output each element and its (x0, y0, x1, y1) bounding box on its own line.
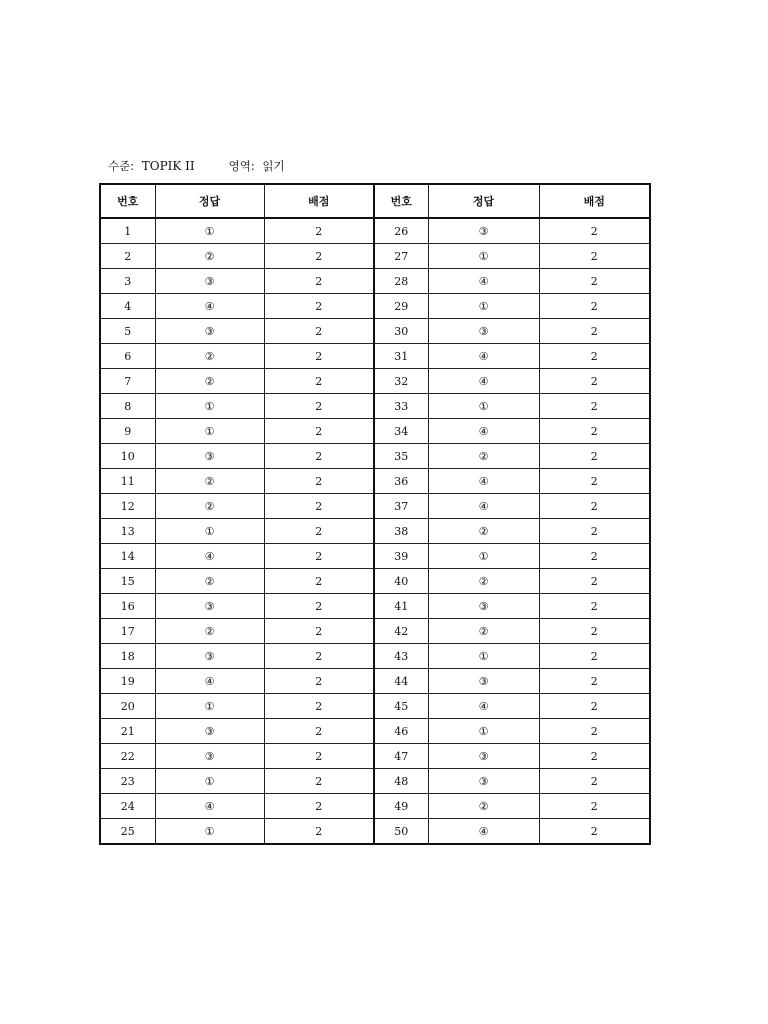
points-cell: 2 (539, 269, 650, 294)
points-cell: 2 (539, 294, 650, 319)
points-cell: 2 (264, 269, 374, 294)
answer-cell: ③ (428, 218, 539, 244)
question-number: 13 (100, 519, 155, 544)
table-body (100, 218, 650, 844)
answer-cell: ② (155, 494, 264, 519)
answer-cell: ② (155, 469, 264, 494)
column-header-answer: 정답 (428, 184, 539, 218)
answer-cell: ③ (428, 594, 539, 619)
table-row (100, 769, 650, 794)
table-row (100, 694, 650, 719)
question-number: 12 (100, 494, 155, 519)
question-number: 50 (374, 819, 428, 845)
points-cell: 2 (539, 218, 650, 244)
question-number: 20 (100, 694, 155, 719)
question-number: 30 (374, 319, 428, 344)
answer-cell: ② (155, 569, 264, 594)
question-number: 5 (100, 319, 155, 344)
question-number: 15 (100, 569, 155, 594)
table-row (100, 269, 650, 294)
points-cell: 2 (264, 419, 374, 444)
table-row (100, 344, 650, 369)
question-number: 2 (100, 244, 155, 269)
question-number: 3 (100, 269, 155, 294)
table-row (100, 544, 650, 569)
table-row (100, 594, 650, 619)
answer-cell: ② (155, 619, 264, 644)
column-header-points: 배점 (264, 184, 374, 218)
question-number: 4 (100, 294, 155, 319)
table-row (100, 669, 650, 694)
points-cell: 2 (539, 319, 650, 344)
points-cell: 2 (264, 444, 374, 469)
table-row (100, 244, 650, 269)
column-header-points: 배점 (539, 184, 650, 218)
points-cell: 2 (264, 519, 374, 544)
answer-cell: ① (428, 244, 539, 269)
points-cell: 2 (539, 594, 650, 619)
document-header (108, 158, 285, 174)
table-row (100, 494, 650, 519)
points-cell: 2 (539, 544, 650, 569)
column-header-answer: 정답 (155, 184, 264, 218)
question-number: 37 (374, 494, 428, 519)
answer-cell: ④ (428, 819, 539, 845)
points-cell: 2 (539, 694, 650, 719)
table-row (100, 619, 650, 644)
points-cell: 2 (264, 644, 374, 669)
answer-cell: ④ (428, 469, 539, 494)
question-number: 45 (374, 694, 428, 719)
answer-cell: ② (428, 569, 539, 594)
table-header-row (100, 184, 650, 218)
question-number: 33 (374, 394, 428, 419)
points-cell: 2 (264, 744, 374, 769)
area-value: 읽기 (262, 159, 285, 173)
points-cell: 2 (539, 619, 650, 644)
answer-cell: ④ (428, 419, 539, 444)
level-line (108, 158, 195, 174)
question-number: 14 (100, 544, 155, 569)
question-number: 27 (374, 244, 428, 269)
points-cell: 2 (539, 394, 650, 419)
question-number: 44 (374, 669, 428, 694)
points-cell: 2 (539, 644, 650, 669)
table-row (100, 469, 650, 494)
table-row (100, 419, 650, 444)
question-number: 7 (100, 369, 155, 394)
answer-cell: ④ (155, 794, 264, 819)
question-number: 36 (374, 469, 428, 494)
table-row (100, 218, 650, 244)
question-number: 18 (100, 644, 155, 669)
table-row (100, 569, 650, 594)
area-line (229, 158, 285, 174)
answer-cell: ② (428, 794, 539, 819)
answer-cell: ③ (428, 744, 539, 769)
question-number: 35 (374, 444, 428, 469)
table-row (100, 294, 650, 319)
question-number: 43 (374, 644, 428, 669)
answer-cell: ④ (428, 344, 539, 369)
answer-cell: ② (428, 519, 539, 544)
answer-cell: ④ (155, 544, 264, 569)
points-cell: 2 (539, 244, 650, 269)
points-cell: 2 (539, 519, 650, 544)
question-number: 29 (374, 294, 428, 319)
points-cell: 2 (264, 794, 374, 819)
answer-cell: ② (428, 619, 539, 644)
question-number: 16 (100, 594, 155, 619)
answer-cell: ① (428, 544, 539, 569)
question-number: 22 (100, 744, 155, 769)
answer-cell: ④ (155, 294, 264, 319)
points-cell: 2 (264, 319, 374, 344)
answer-cell: ③ (155, 269, 264, 294)
question-number: 24 (100, 794, 155, 819)
points-cell: 2 (264, 218, 374, 244)
answer-cell: ③ (428, 769, 539, 794)
question-number: 25 (100, 819, 155, 845)
table-row (100, 719, 650, 744)
question-number: 40 (374, 569, 428, 594)
points-cell: 2 (539, 769, 650, 794)
answer-cell: ① (428, 644, 539, 669)
question-number: 21 (100, 719, 155, 744)
table-row (100, 319, 650, 344)
points-cell: 2 (539, 369, 650, 394)
question-number: 9 (100, 419, 155, 444)
question-number: 39 (374, 544, 428, 569)
points-cell: 2 (264, 544, 374, 569)
points-cell: 2 (539, 344, 650, 369)
question-number: 8 (100, 394, 155, 419)
answer-cell: ④ (155, 669, 264, 694)
points-cell: 2 (539, 719, 650, 744)
table-row (100, 819, 650, 845)
area-label: 영역: (228, 159, 255, 173)
points-cell: 2 (264, 669, 374, 694)
points-cell: 2 (539, 494, 650, 519)
points-cell: 2 (539, 669, 650, 694)
points-cell: 2 (264, 244, 374, 269)
answer-cell: ① (428, 294, 539, 319)
question-number: 10 (100, 444, 155, 469)
answer-cell: ③ (155, 444, 264, 469)
points-cell: 2 (264, 494, 374, 519)
level-value: TOPIK II (141, 159, 195, 173)
points-cell: 2 (264, 469, 374, 494)
question-number: 31 (374, 344, 428, 369)
answer-cell: ① (155, 694, 264, 719)
column-header-number: 번호 (374, 184, 428, 218)
question-number: 46 (374, 719, 428, 744)
answer-cell: ② (428, 444, 539, 469)
answer-cell: ① (155, 419, 264, 444)
answer-cell: ① (155, 519, 264, 544)
answer-cell: ② (155, 369, 264, 394)
answer-cell: ③ (428, 669, 539, 694)
level-label: 수준: (108, 159, 135, 173)
question-number: 1 (100, 218, 155, 244)
points-cell: 2 (264, 394, 374, 419)
points-cell: 2 (539, 444, 650, 469)
points-cell: 2 (264, 619, 374, 644)
question-number: 48 (374, 769, 428, 794)
question-number: 49 (374, 794, 428, 819)
answer-cell: ① (155, 394, 264, 419)
answer-cell: ④ (428, 269, 539, 294)
table-row (100, 394, 650, 419)
question-number: 42 (374, 619, 428, 644)
answer-cell: ④ (428, 494, 539, 519)
points-cell: 2 (539, 569, 650, 594)
table-row (100, 744, 650, 769)
question-number: 47 (374, 744, 428, 769)
column-header-number: 번호 (100, 184, 155, 218)
answer-cell: ③ (155, 644, 264, 669)
question-number: 26 (374, 218, 428, 244)
answer-cell: ④ (428, 694, 539, 719)
answer-cell: ④ (428, 369, 539, 394)
table-row (100, 519, 650, 544)
question-number: 23 (100, 769, 155, 794)
question-number: 6 (100, 344, 155, 369)
points-cell: 2 (539, 744, 650, 769)
table-row (100, 794, 650, 819)
table-row (100, 644, 650, 669)
answer-cell: ① (155, 819, 264, 845)
question-number: 19 (100, 669, 155, 694)
question-number: 38 (374, 519, 428, 544)
points-cell: 2 (539, 469, 650, 494)
points-cell: 2 (264, 694, 374, 719)
points-cell: 2 (264, 344, 374, 369)
points-cell: 2 (539, 419, 650, 444)
points-cell: 2 (539, 794, 650, 819)
answer-cell: ③ (155, 594, 264, 619)
question-number: 41 (374, 594, 428, 619)
answer-cell: ① (155, 218, 264, 244)
question-number: 17 (100, 619, 155, 644)
answer-cell: ③ (155, 319, 264, 344)
question-number: 34 (374, 419, 428, 444)
table-row (100, 369, 650, 394)
points-cell: 2 (264, 819, 374, 845)
answer-cell: ② (155, 344, 264, 369)
points-cell: 2 (264, 294, 374, 319)
answer-cell: ③ (428, 319, 539, 344)
answer-cell: ① (155, 769, 264, 794)
answer-cell: ③ (155, 719, 264, 744)
question-number: 32 (374, 369, 428, 394)
question-number: 28 (374, 269, 428, 294)
answer-cell: ③ (155, 744, 264, 769)
points-cell: 2 (264, 569, 374, 594)
points-cell: 2 (264, 369, 374, 394)
table-row (100, 444, 650, 469)
answer-key-table (99, 183, 651, 845)
points-cell: 2 (264, 769, 374, 794)
answer-cell: ② (155, 244, 264, 269)
points-cell: 2 (539, 819, 650, 845)
answer-cell: ① (428, 394, 539, 419)
points-cell: 2 (264, 594, 374, 619)
points-cell: 2 (264, 719, 374, 744)
question-number: 11 (100, 469, 155, 494)
answer-cell: ① (428, 719, 539, 744)
